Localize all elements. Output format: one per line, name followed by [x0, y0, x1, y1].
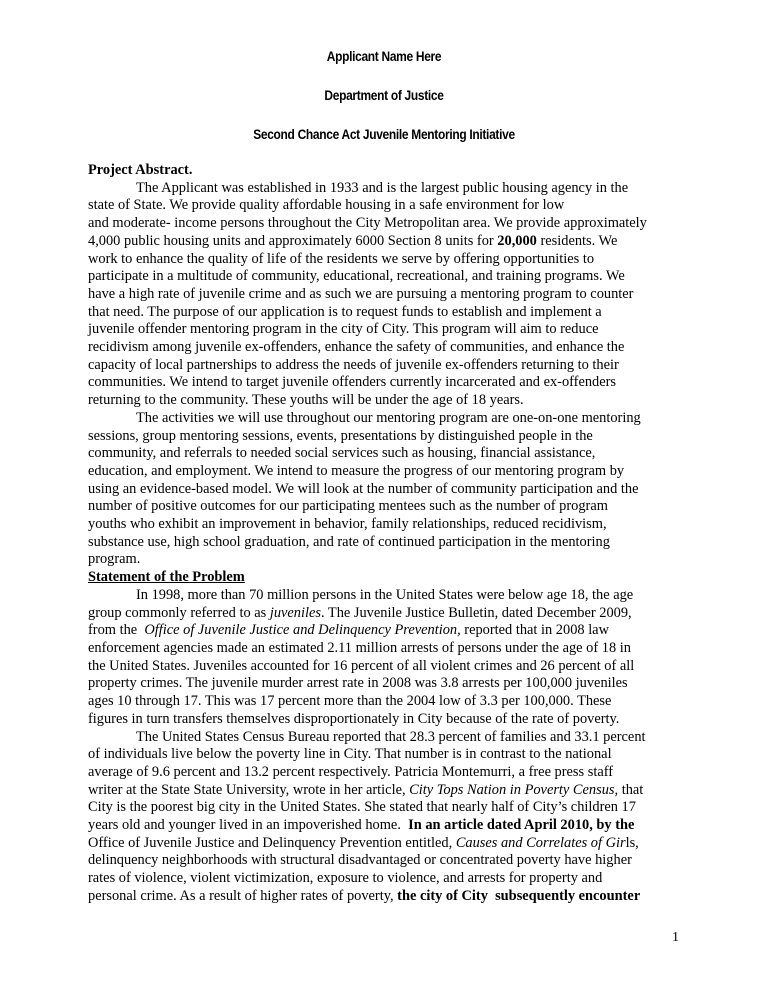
- text-line: figures in turn transfers themselves disproportionately in City because of the rate of poverty.: [88, 710, 620, 727]
- text-line: 4,000 public housing units and approximately 6000 Section 8 units for 20,000 residents. We: [88, 232, 618, 249]
- text-line: property crimes. The juvenile murder arrest rate in 2008 was 3.8 arrests per 100,000 juveniles: [88, 675, 628, 692]
- text-line: state of State. We provide quality affordable housing in a safe environment for low: [88, 197, 565, 214]
- text-line: Office of Juvenile Justice and Delinquency Prevention entitled, Causes and Correlates of Girls,: [88, 834, 639, 851]
- report-title: Causes and Correlates of Gir: [455, 834, 626, 851]
- text-line: communities. We intend to target juvenile offenders currently incarcerated and ex-offenders: [88, 374, 617, 391]
- applicant-name-heading: Applicant Name Here: [326, 49, 442, 64]
- program-title-heading: Second Chance Act Juvenile Mentoring Initiative: [253, 127, 515, 142]
- text-line: capacity of local partnerships to address the needs of juvenile ex-offenders returning to their: [88, 356, 619, 373]
- text-line: writer at the State State University, wrote in her article, City Tops Nation in Poverty Census, that: [88, 781, 644, 798]
- text-line: participate in a multitude of community, educational, recreational, and training programs. We: [88, 268, 625, 285]
- text-line: that need. The purpose of our application is to request funds to establish and implement a: [88, 303, 602, 320]
- text-line: The United States Census Bureau reported that 28.3 percent of families and 33.1 percent: [136, 728, 646, 745]
- text-line: community, and referrals to needed social services such as housing, financial assistance,: [88, 445, 596, 462]
- abstract-paragraph-2: [88, 410, 688, 569]
- document-body: [88, 162, 688, 906]
- text-line: juvenile offender mentoring program in the city of City. This program will aim to reduce: [88, 321, 599, 338]
- text-line: The activities we will use throughout our mentoring program are one-on-one mentoring: [136, 409, 641, 426]
- article-date-emphasis: In an article dated April 2010, by the: [408, 817, 635, 834]
- article-title: City Tops Nation in Poverty Census,: [409, 781, 619, 798]
- page-number: 1: [672, 930, 679, 945]
- text-line: and moderate- income persons throughout the City Metropolitan area. We provide approximately: [88, 215, 647, 232]
- text-line: education, and employment. We intend to measure the progress of our mentoring program by: [88, 462, 625, 479]
- text-line: recidivism among juvenile ex-offenders, enhance the safety of communities, and enhance the: [88, 339, 625, 356]
- abstract-paragraph-1: [88, 180, 688, 410]
- text-line: enforcement agencies made an estimated 2.11 million arrests of persons under the age of 18 in: [88, 639, 631, 656]
- text-line: of individuals live below the poverty line in City. That number is in contrast to the national: [88, 746, 612, 763]
- text-line: rates of violence, violent victimization, exposure to violence, and arrests for property and: [88, 870, 603, 887]
- text-line: average of 9.6 percent and 13.2 percent respectively. Patricia Montemurri, a free press staff: [88, 763, 614, 780]
- text-line: City is the poorest big city in the United States. She stated that nearly half of City’s children 17: [88, 799, 636, 816]
- text-line: personal crime. As a result of higher rates of poverty, the city of City subsequently encounter: [88, 887, 641, 904]
- text-line: ages 10 through 17. This was 17 percent more than the 2004 low of 3.3 per 100,000. These: [88, 693, 612, 710]
- text-line: program.: [88, 551, 141, 568]
- text-line: group commonly referred to as juveniles. The Juvenile Justice Bulletin, dated December 2009,: [88, 604, 632, 621]
- department-heading: Department of Justice: [324, 88, 444, 103]
- text-line: delinquency neighborhoods with structural disadvantaged or concentrated poverty have higher: [88, 852, 632, 869]
- juveniles-term: juveniles: [269, 604, 321, 621]
- text-line: the United States. Juveniles accounted for 16 percent of all violent crimes and 26 percent of all: [88, 657, 635, 674]
- text-line: youths who exhibit an improvement in behavior, family relationships, reduced recidivism,: [88, 516, 607, 533]
- text-line: In 1998, more than 70 million persons in the United States were below age 18, the age: [136, 586, 634, 603]
- text-line: years old and younger lived in an impoverished home. In an article dated April 2010, by the: [88, 817, 635, 834]
- text-line: work to enhance the quality of life of the residents we serve by offering opportunities to: [88, 250, 595, 267]
- problem-paragraph-2: [88, 729, 688, 906]
- project-abstract-heading: Project Abstract.: [88, 162, 193, 178]
- text-line: substance use, high school graduation, and rate of continued participation in the mentoring: [88, 533, 610, 550]
- text-line: using an evidence-based model. We will look at the number of community participation and the: [88, 480, 639, 497]
- text-line: returning to the community. These youths will be under the age of 18 years.: [88, 392, 524, 409]
- city-emphasis: the city of City subsequently encounter: [397, 887, 641, 904]
- statement-of-problem-heading: Statement of the Problem: [88, 569, 245, 586]
- text-line: number of positive outcomes for our participating mentees such as the number of program: [88, 498, 608, 515]
- text-line: sessions, group mentoring sessions, events, presentations by distinguished people in the: [88, 427, 593, 444]
- problem-paragraph-1: [88, 587, 688, 729]
- ojjdp-citation: Office of Juvenile Justice and Delinquency Prevention,: [144, 622, 461, 639]
- text-line: from the Office of Juvenile Justice and Delinquency Prevention, reported that in 2008 law: [88, 622, 609, 639]
- residents-count: 20,000: [497, 232, 537, 249]
- text-line: have a high rate of juvenile crime and as such we are pursuing a mentoring program to counter: [88, 285, 634, 302]
- text-line: The Applicant was established in 1933 and is the largest public housing agency in the: [136, 179, 629, 196]
